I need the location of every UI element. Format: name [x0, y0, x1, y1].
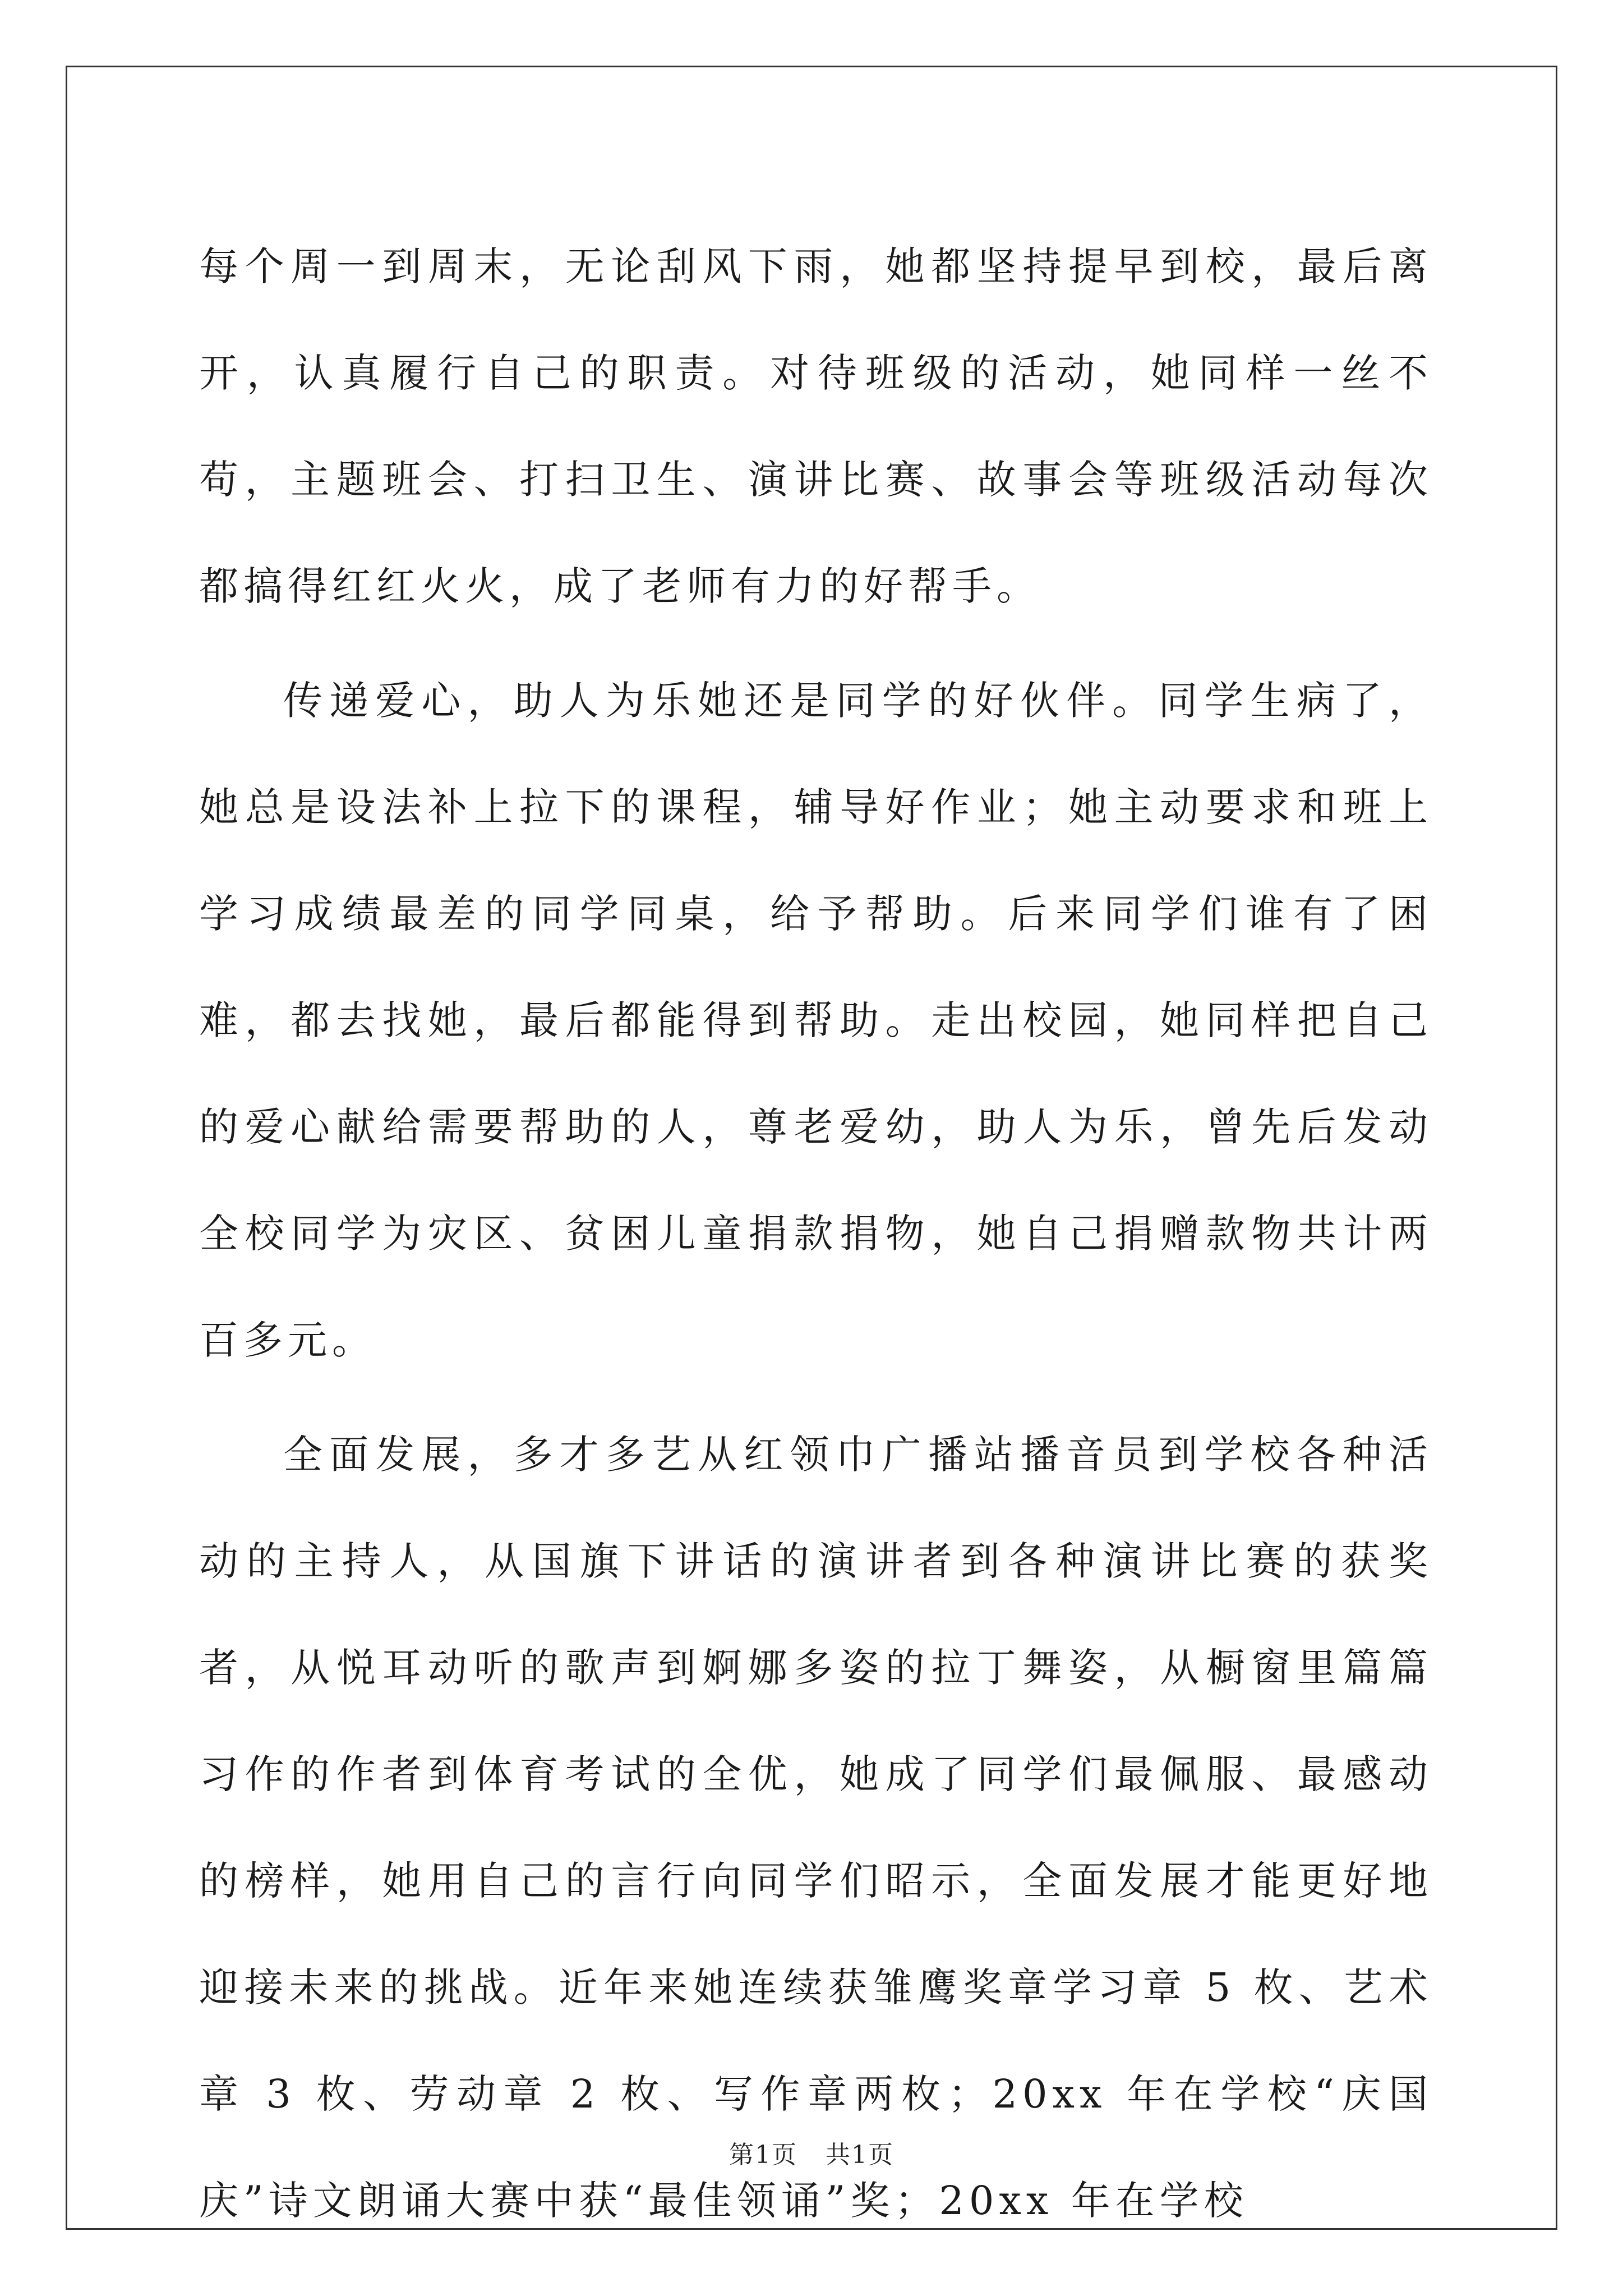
paragraph-caring-helping: 传递爱心，助人为乐她还是同学的好伙伴。同学生病了，她总是设法补上拉下的课程，辅导好作业；她主动要求和班上学习成绩最差的同学同桌，给予帮助。后来同学们谁有了困难，都去找她，最后都能得到帮助。走出校园，她同样把自己的爱心献给需要帮助的人，尊老爱幼，助人为乐，曾先后发动全校同学为灾区、贫困儿童捐款捐物，她自己捐赠款物共计两百多元。 [199, 678, 1433, 1363]
document-body [199, 213, 1433, 2254]
paragraph-all-round-development: 全面发展，多才多艺从红领巾广播站播音员到学校各种活动的主持人，从国旗下讲话的演讲者到各种演讲比赛的获奖者，从悦耳动听的歌声到婀娜多姿的拉丁舞姿，从橱窗里篇篇习作的作者到体育考试的全优，她成了同学们最佩服、最感动的榜样，她用自己的言行向同学们昭示，全面发展才能更好地迎接未来的挑战。近年来她连续获雏鹰奖章学习章 5 枚、艺术章 3 枚、劳动章 2 枚、写作章两枚；20xx 年在学校“庆国庆”诗文朗诵大赛中获“最佳领诵”奖；20xx 年在学校 [199, 1432, 1433, 2224]
paragraph-continuation: 每个周一到周末，无论刮风下雨，她都坚持提早到校，最后离开，认真履行自己的职责。对待班级的活动，她同样一丝不苟，主题班会、打扫卫生、演讲比赛、故事会等班级活动每次都搞得红红火火，成了老师有力的好帮手。 [199, 243, 1433, 609]
page-number-current: 第1页 [729, 2141, 797, 2169]
page-number-total: 共1页 [826, 2141, 894, 2169]
page-footer [0, 2138, 1623, 2172]
